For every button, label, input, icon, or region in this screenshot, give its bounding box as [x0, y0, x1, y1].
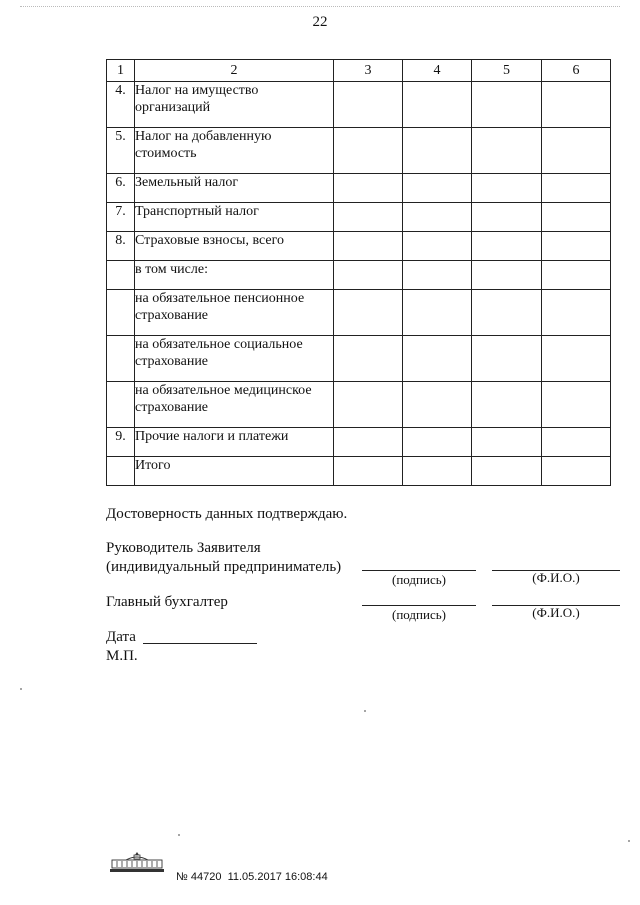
table-row: [107, 82, 611, 128]
value-cell: [334, 290, 403, 336]
value-cell: [542, 203, 611, 232]
value-cell: [334, 174, 403, 203]
column-header: 4: [403, 60, 472, 82]
row-name-cell: [135, 261, 334, 290]
value-cell: [542, 428, 611, 457]
value-cell: [472, 174, 542, 203]
row-name-cell: [135, 174, 334, 203]
row-number-cell: [107, 457, 135, 486]
scan-speck: [178, 834, 180, 836]
row-number-cell: 5.: [107, 128, 135, 174]
top-scan-edge: [20, 6, 620, 7]
chief-signature-caption: (подпись): [392, 607, 446, 622]
value-cell: [472, 457, 542, 486]
value-cell: [472, 382, 542, 428]
table-row: [107, 128, 611, 174]
table-row: [107, 203, 611, 232]
chief-name-caption: (Ф.И.О.): [532, 605, 580, 620]
row-name-line: Налог на добавленную: [135, 129, 272, 144]
value-cell: [472, 82, 542, 128]
column-header: 5: [472, 60, 542, 82]
row-number-cell: 8.: [107, 232, 135, 261]
tax-table: [106, 59, 611, 486]
column-header: 3: [334, 60, 403, 82]
value-cell: [403, 232, 472, 261]
table-row: [107, 382, 611, 428]
scan-speck: [364, 710, 366, 712]
value-cell: [472, 128, 542, 174]
registration-datetime: 11.05.2017 16:08:44: [227, 871, 328, 883]
table-row: [107, 428, 611, 457]
page-number: 22: [312, 14, 328, 30]
row-number-cell: [107, 290, 135, 336]
value-cell: [403, 428, 472, 457]
column-header: 2: [135, 60, 334, 82]
value-cell: [403, 261, 472, 290]
row-name-line: в том числе:: [135, 262, 208, 277]
row-name-cell: [135, 428, 334, 457]
row-name-cell: [135, 382, 334, 428]
value-cell: [334, 203, 403, 232]
row-name-cell: [135, 128, 334, 174]
row-name-line: стоимость: [135, 146, 197, 161]
row-name-line: организаций: [135, 100, 211, 115]
value-cell: [403, 82, 472, 128]
row-name-cell: [135, 232, 334, 261]
value-cell: [334, 382, 403, 428]
row-name-line: Прочие налоги и платежи: [135, 429, 289, 444]
row-name-line: на обязательное пенсионное: [135, 291, 305, 306]
director-sublabel: (индивидуальный предприниматель): [106, 559, 342, 575]
value-cell: [542, 290, 611, 336]
value-cell: [403, 382, 472, 428]
table-header-row: [107, 60, 611, 82]
row-name-line: Земельный налог: [135, 175, 239, 190]
value-cell: [334, 336, 403, 382]
value-cell: [472, 428, 542, 457]
table-row: [107, 336, 611, 382]
certification-text: Достоверность данных подтверждаю.: [106, 506, 348, 522]
value-cell: [472, 336, 542, 382]
table-row: [107, 232, 611, 261]
value-cell: [542, 382, 611, 428]
value-cell: [542, 82, 611, 128]
value-cell: [472, 290, 542, 336]
row-name-line: Налог на имущество: [135, 83, 259, 98]
row-name-cell: [135, 336, 334, 382]
table-row: [107, 457, 611, 486]
row-name-line: страхование: [135, 400, 209, 415]
table-row: [107, 261, 611, 290]
value-cell: [334, 457, 403, 486]
row-name-cell: [135, 82, 334, 128]
registration-number: № 44720: [176, 871, 222, 883]
value-cell: [403, 128, 472, 174]
value-cell: [472, 232, 542, 261]
director-signature-line: [362, 570, 476, 571]
value-cell: [334, 261, 403, 290]
director-signature-caption: (подпись): [392, 572, 446, 587]
value-cell: [542, 174, 611, 203]
building-logo-icon: [108, 850, 166, 874]
row-name-line: на обязательное медицинское: [135, 383, 312, 398]
registration-stamp: [176, 871, 328, 883]
row-number-cell: [107, 336, 135, 382]
table-row: [107, 174, 611, 203]
scan-speck: [20, 688, 22, 690]
value-cell: [472, 261, 542, 290]
scan-speck: [628, 840, 630, 842]
value-cell: [403, 457, 472, 486]
value-cell: [472, 203, 542, 232]
value-cell: [334, 128, 403, 174]
value-cell: [334, 428, 403, 457]
value-cell: [334, 82, 403, 128]
row-number-cell: 6.: [107, 174, 135, 203]
row-name-line: Итого: [135, 458, 171, 473]
row-name-line: Страховые взносы, всего: [135, 233, 284, 248]
value-cell: [542, 336, 611, 382]
table-row: [107, 290, 611, 336]
stamp-label: М.П.: [106, 648, 138, 664]
row-name-line: на обязательное социальное: [135, 337, 303, 352]
value-cell: [542, 261, 611, 290]
row-name-line: страхование: [135, 354, 209, 369]
value-cell: [542, 128, 611, 174]
chief-signature-line: [362, 605, 476, 606]
row-name-cell: [135, 457, 334, 486]
value-cell: [403, 290, 472, 336]
row-name-line: Транспортный налог: [135, 204, 259, 219]
column-header: 6: [542, 60, 611, 82]
row-number-cell: 4.: [107, 82, 135, 128]
value-cell: [334, 232, 403, 261]
row-number-cell: [107, 382, 135, 428]
row-number-cell: 9.: [107, 428, 135, 457]
row-number-cell: 7.: [107, 203, 135, 232]
row-name-cell: [135, 290, 334, 336]
chief-accountant-label: Главный бухгалтер: [106, 594, 228, 610]
value-cell: [403, 203, 472, 232]
value-cell: [542, 457, 611, 486]
value-cell: [542, 232, 611, 261]
column-header: 1: [107, 60, 135, 82]
row-name-cell: [135, 203, 334, 232]
value-cell: [403, 174, 472, 203]
director-label: Руководитель Заявителя: [106, 540, 261, 556]
row-number-cell: [107, 261, 135, 290]
director-name-caption: (Ф.И.О.): [532, 570, 580, 585]
row-name-line: страхование: [135, 308, 209, 323]
value-cell: [403, 336, 472, 382]
date-line: [143, 643, 257, 644]
date-label: Дата: [106, 629, 136, 645]
